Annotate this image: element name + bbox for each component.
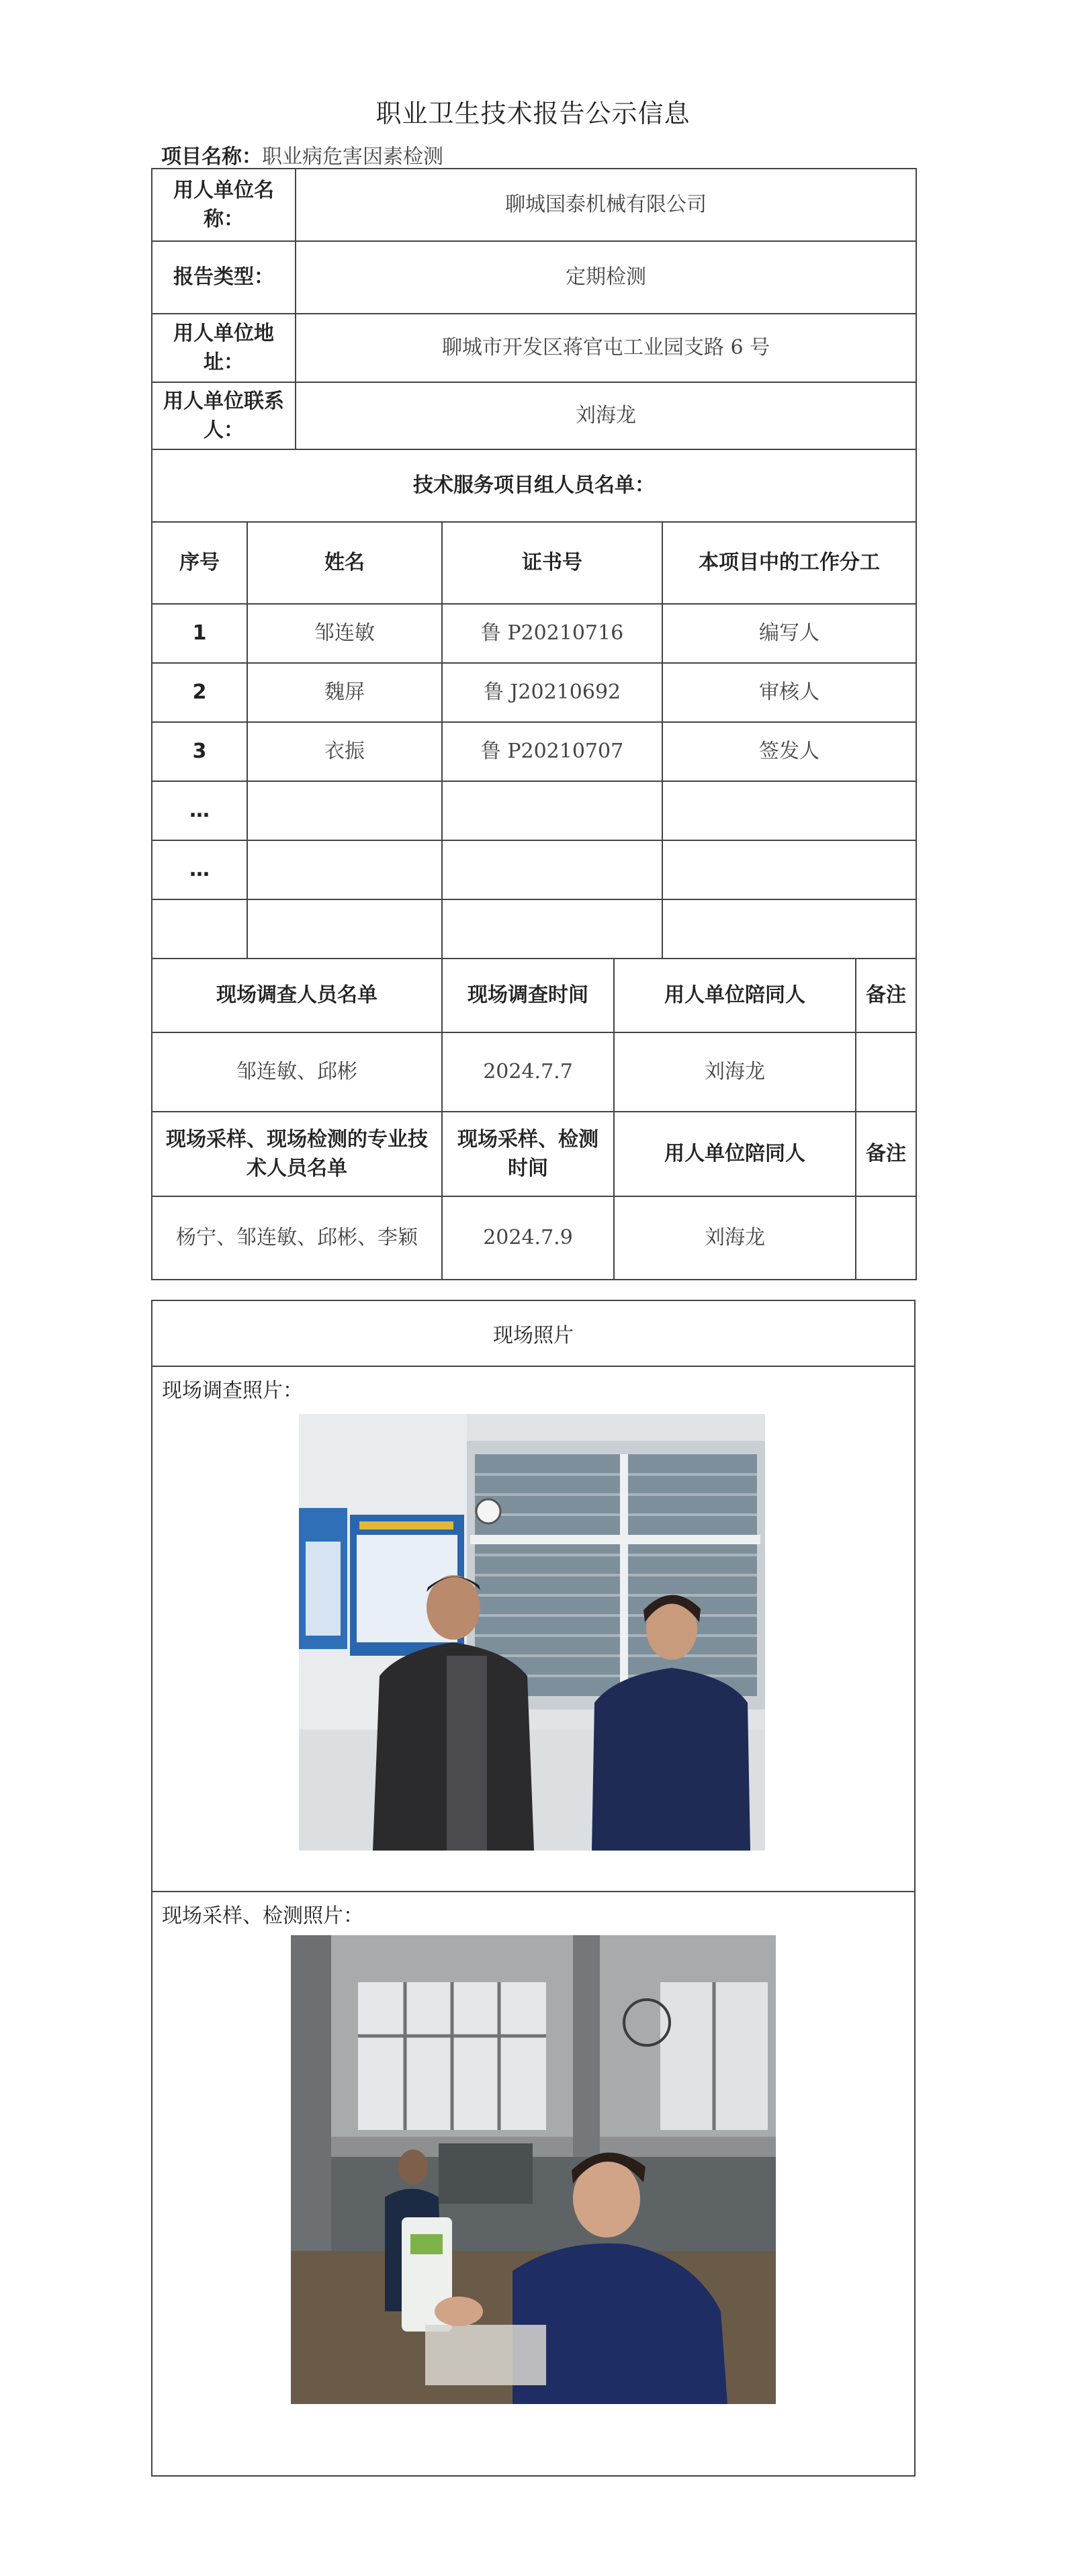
team-name (247, 781, 442, 840)
team-name (247, 840, 442, 899)
survey-header-escort: 用人单位陪同人 (614, 959, 856, 1032)
sampling-photo-label: 现场采样、检测照片： (162, 1904, 363, 1928)
team-name: 衣振 (247, 722, 442, 781)
table-row (152, 840, 916, 899)
survey-header-remark: 备注 (856, 959, 916, 1032)
team-cert (442, 899, 662, 959)
team-header-index: 序号 (152, 522, 247, 604)
report-type-label: 报告类型： (152, 241, 296, 314)
team-role: 签发人 (662, 722, 916, 781)
team-header-role: 本项目中的工作分工 (662, 522, 916, 604)
team-cert: 鲁 P20210716 (442, 604, 662, 663)
table-row (152, 899, 916, 959)
document-title: 职业卫生技术报告公示信息 (375, 99, 691, 128)
sampling-escort: 刘海龙 (614, 1196, 856, 1280)
address-value: 聊城市开发区蒋官屯工业园支路 6 号 (296, 314, 916, 382)
employer-name-label: 用人单位名称： (152, 169, 296, 241)
project-value: 职业病危害因素检测 (262, 145, 443, 169)
site-photos-box (151, 1300, 916, 2477)
photos-heading: 现场照片 (152, 1301, 914, 1367)
table-row (152, 722, 916, 781)
survey-header-staff: 现场调查人员名单 (152, 959, 442, 1032)
survey-escort: 刘海龙 (614, 1032, 856, 1112)
project-label: 项目名称： (161, 145, 262, 169)
team-role: 审核人 (662, 663, 916, 722)
survey-staff: 邹连敏、邱彬 (152, 1032, 442, 1112)
sampling-staff: 杨宁、邹连敏、邱彬、李颖 (152, 1196, 442, 1280)
table-row (152, 781, 916, 840)
contact-value: 刘海龙 (296, 382, 916, 449)
team-heading: 技术服务项目组人员名单： (152, 449, 916, 522)
team-name: 邹连敏 (247, 604, 442, 663)
team-index: 2 (152, 663, 247, 722)
survey-remark (856, 1032, 916, 1112)
team-cert (442, 840, 662, 899)
team-index (152, 899, 247, 959)
sampling-header-escort: 用人单位陪同人 (614, 1112, 856, 1196)
team-role: 编写人 (662, 604, 916, 663)
table-row (152, 604, 916, 663)
sampling-remark (856, 1196, 916, 1280)
sampling-header-staff: 现场采样、现场检测的专业技术人员名单 (152, 1112, 442, 1196)
report-info-table (151, 168, 917, 1280)
sampling-photo (291, 1935, 776, 2404)
team-cert (442, 781, 662, 840)
sampling-header-time: 现场采样、检测时间 (442, 1112, 614, 1196)
team-index: … (152, 781, 247, 840)
team-index: 1 (152, 604, 247, 663)
table-row (152, 663, 916, 722)
team-role (662, 840, 916, 899)
team-index: … (152, 840, 247, 899)
team-index: 3 (152, 722, 247, 781)
team-cert: 鲁 J20210692 (442, 663, 662, 722)
team-cert: 鲁 P20210707 (442, 722, 662, 781)
team-header-name: 姓名 (247, 522, 442, 604)
photo-divider (152, 1891, 914, 1892)
sampling-header-remark: 备注 (856, 1112, 916, 1196)
project-line (161, 140, 443, 169)
survey-header-time: 现场调查时间 (442, 959, 614, 1032)
team-role (662, 781, 916, 840)
report-type-value: 定期检测 (296, 241, 916, 314)
team-header-cert: 证书号 (442, 522, 662, 604)
team-role (662, 899, 916, 959)
survey-photo-label: 现场调查照片： (162, 1379, 303, 1403)
address-label: 用人单位地址： (152, 314, 296, 382)
team-name: 魏屏 (247, 663, 442, 722)
survey-photo (299, 1414, 765, 1851)
employer-name-value: 聊城国泰机械有限公司 (296, 169, 916, 241)
contact-label: 用人单位联系人： (152, 382, 296, 449)
survey-time: 2024.7.7 (442, 1032, 614, 1112)
team-name (247, 899, 442, 959)
sampling-time: 2024.7.9 (442, 1196, 614, 1280)
